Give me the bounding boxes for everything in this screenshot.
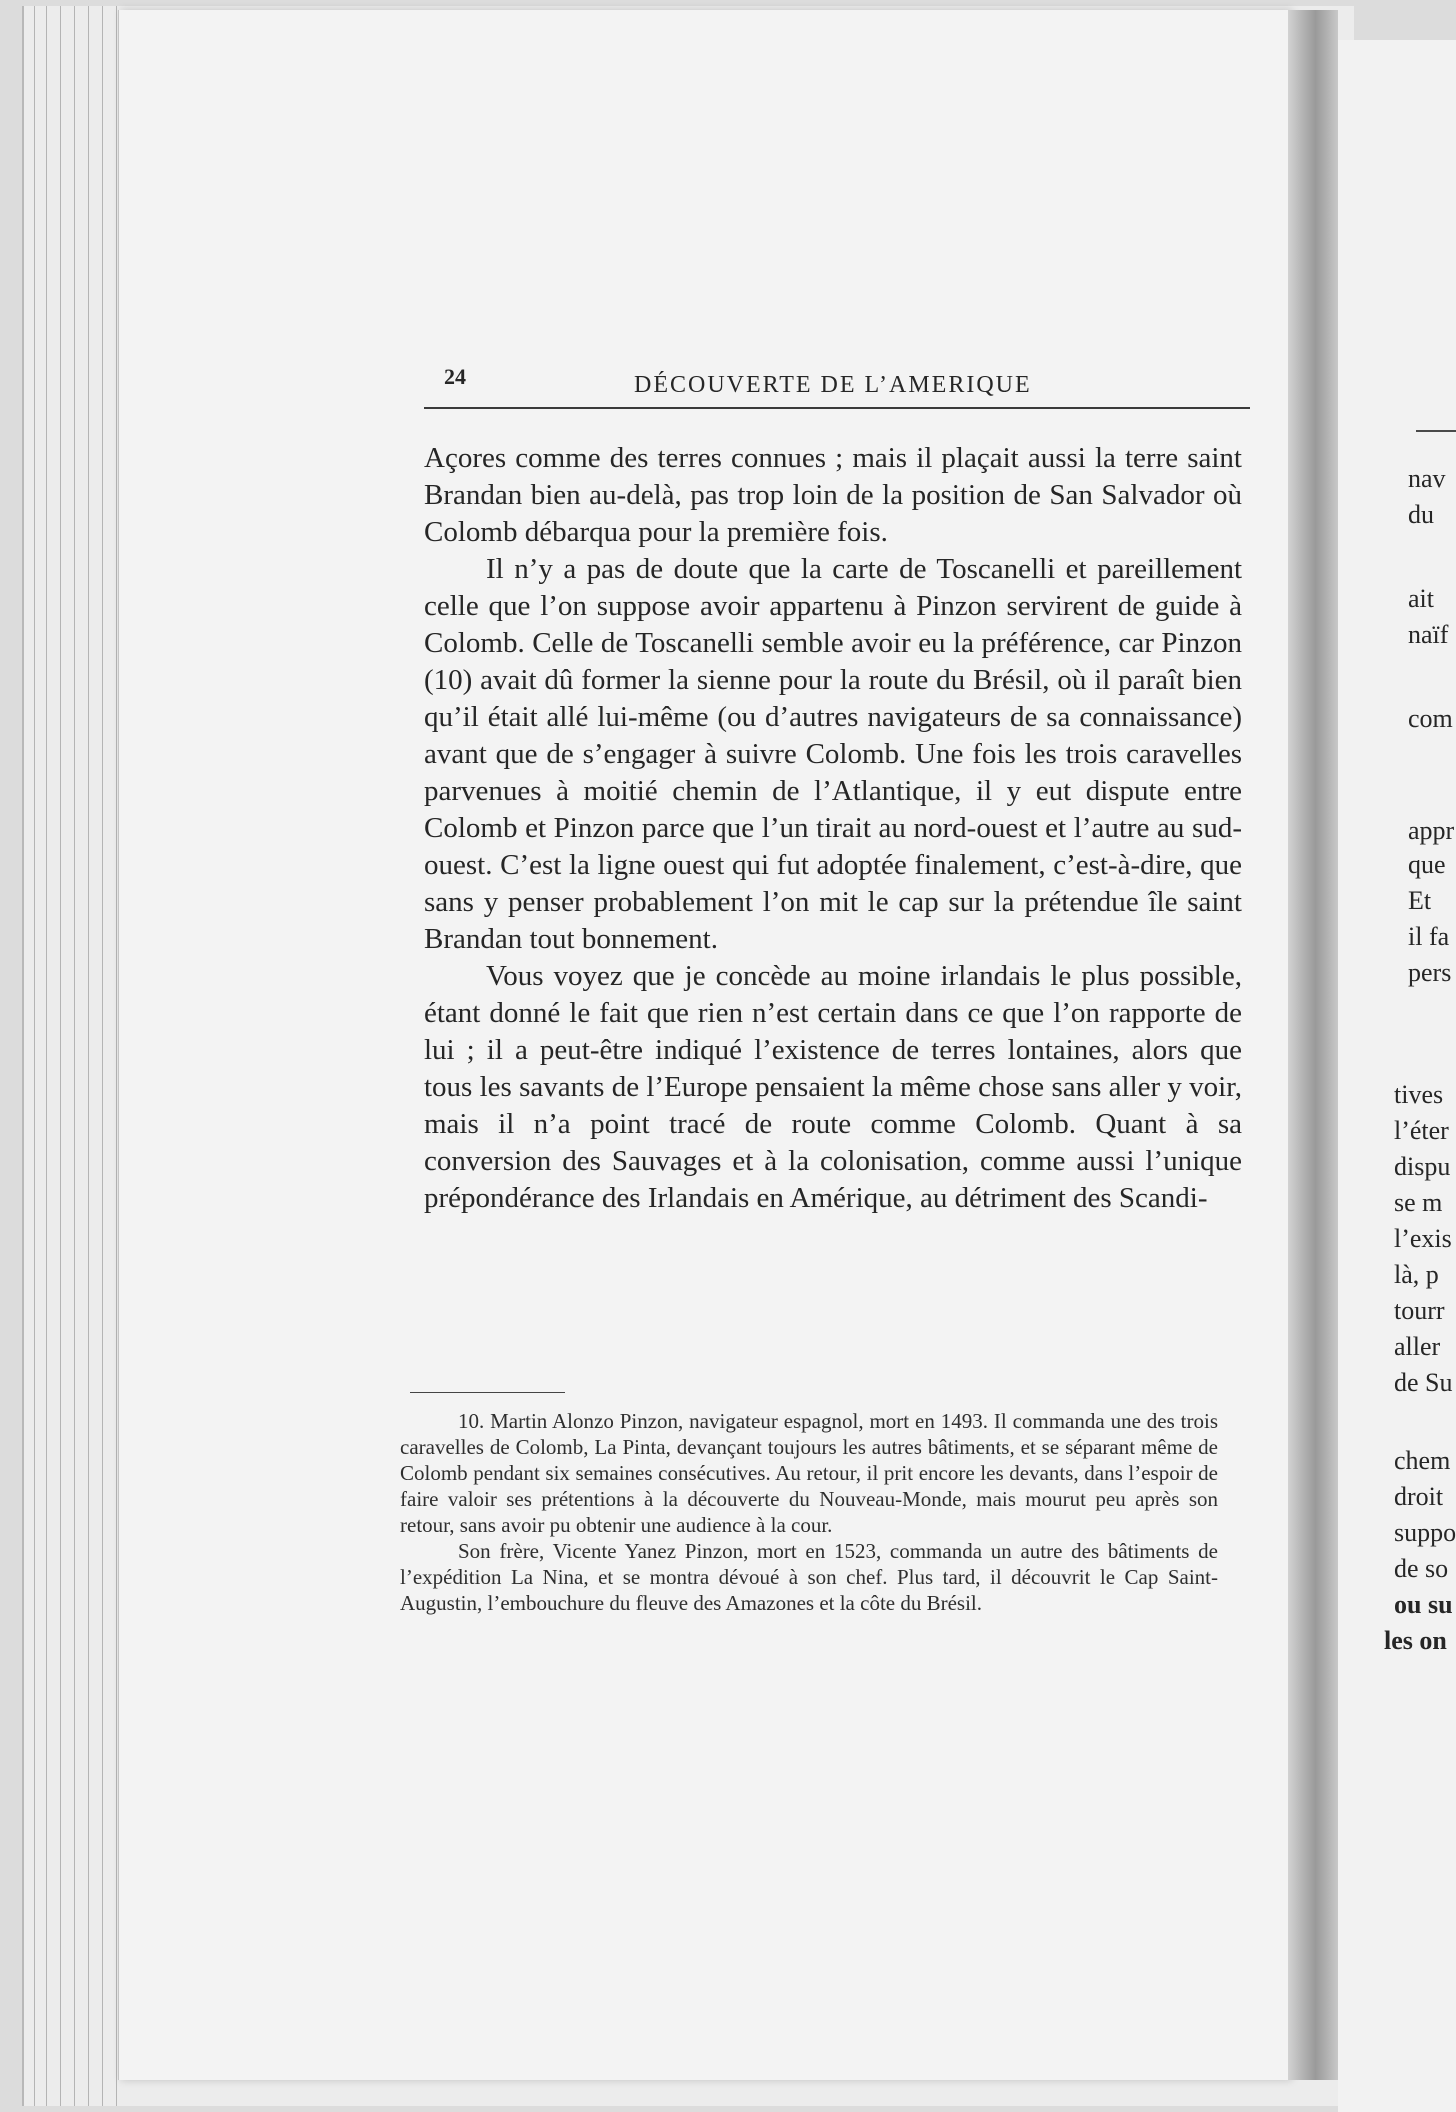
page-number: 24 [444,364,466,389]
paragraph: Açores comme des terres connues ; mais il plaçait aussi la terre saint Brandan bien au-delà, pas trop loin de la position de San Salvador où Colomb débarqua pour la première fois. [424,442,1242,548]
facing-line: chem [1394,1446,1451,1475]
facing-line: que [1408,850,1446,879]
book-gutter [1288,10,1338,2080]
footnote-rule [410,1392,565,1393]
header-rule [424,407,1250,409]
facing-line: dispu [1394,1152,1451,1181]
facing-line: l’exis [1394,1224,1452,1253]
facing-line: nav [1408,464,1446,493]
facing-header-rule [1416,430,1456,432]
facing-line: tourr [1394,1296,1445,1325]
facing-line: naïf [1408,620,1449,649]
facing-line: droit [1394,1482,1444,1511]
page-edge [34,6,35,2106]
facing-line: com [1408,704,1453,733]
facing-line: l’éter [1394,1116,1449,1145]
footnotes [400,1408,1218,1616]
page-edge [74,6,75,2106]
facing-line: là, p [1394,1260,1439,1289]
facing-line: il fa [1408,922,1450,951]
facing-line: se m [1394,1188,1443,1217]
page-edge [102,6,103,2106]
facing-line: ait [1408,584,1434,613]
page-edge [60,6,61,2106]
facing-line: de so [1394,1554,1449,1583]
facing-line: du [1408,500,1434,529]
facing-page [1338,40,1456,2112]
page-edge [88,6,89,2106]
facing-line: appr [1408,816,1455,845]
footnote: 10. Martin Alonzo Pinzon, navigateur espagnol, mort en 1493. Il commanda une des trois caravelles de Colomb, La Pinta, devançant toujours les autres bâtiments, et se séparant même de Colomb pendant six semaines consécutives. Au retour, il prit encore les devants, dans l’espoir de faire valoir ses prétentions à la découverte du Nouveau-Monde, mais mourut peu après son retour, sans avoir pu obtenir une audience à la cour. [400,1409,1218,1537]
page-edge [116,6,117,2106]
body-text [424,440,1242,1217]
running-title: DÉCOUVERTE DE L’AMERIQUE [634,372,1032,398]
paragraph: Il n’y a pas de doute que la carte de Toscanelli et pareillement celle que l’on suppose avoir appartenu à Pinzon servirent de guide à Colomb. Celle de Toscanelli semble avoir eu la préférence, car Pinzon (10) avait dû former la sienne pour la route du Brésil, où il paraît bien qu’il était allé lui-même (ou d’autres navigateurs de sa connaissance) avant que de s’engager à suivre Colomb. Une fois les trois caravelles parvenues à moitié chemin de l’Atlantique, il y eut dispute entre Colomb et Pinzon parce que l’un tirait au nord-ouest et l’autre au sud-ouest. C’est la ligne ouest qui fut adoptée finalement, c’est-à-dire, que sans y penser probablement l’on mit le cap sur la prétendue île saint Brandan tout bonnement. [424,553,1242,955]
page-edge [46,6,47,2106]
facing-line: pers [1408,958,1452,987]
facing-line: tives [1394,1080,1444,1109]
facing-line: aller [1394,1332,1441,1361]
facing-line: ou su [1394,1590,1453,1619]
footnote: Son frère, Vicente Yanez Pinzon, mort en 1523, commanda un autre des bâtiments de l’expédition La Nina, et se montra dévoué à son chef. Plus tard, il découvrit le Cap Saint-Augustin, l’embouchure du fleuve des Amazones et la côte du Brésil. [400,1539,1218,1615]
facing-line: Et [1408,886,1432,915]
facing-line: suppo [1394,1518,1456,1547]
facing-line: de Su [1394,1368,1453,1397]
paragraph: Vous voyez que je concède au moine irlandais le plus possible, étant donné le fait que rien n’est certain dans ce que l’on rapporte de lui ; il a peut-être indiqué l’existence de terres lontaines, alors que tous les savants de l’Europe pensaient la même chose sans aller y voir, mais il n’a point tracé de route comme Colomb. Quant à sa conversion des Sauvages et à la colonisation, comme aussi l’unique prépondérance des Irlandais en Amérique, au détriment des Scandi- [424,960,1242,1214]
page-header [438,358,1252,402]
facing-line: les on [1384,1626,1447,1655]
